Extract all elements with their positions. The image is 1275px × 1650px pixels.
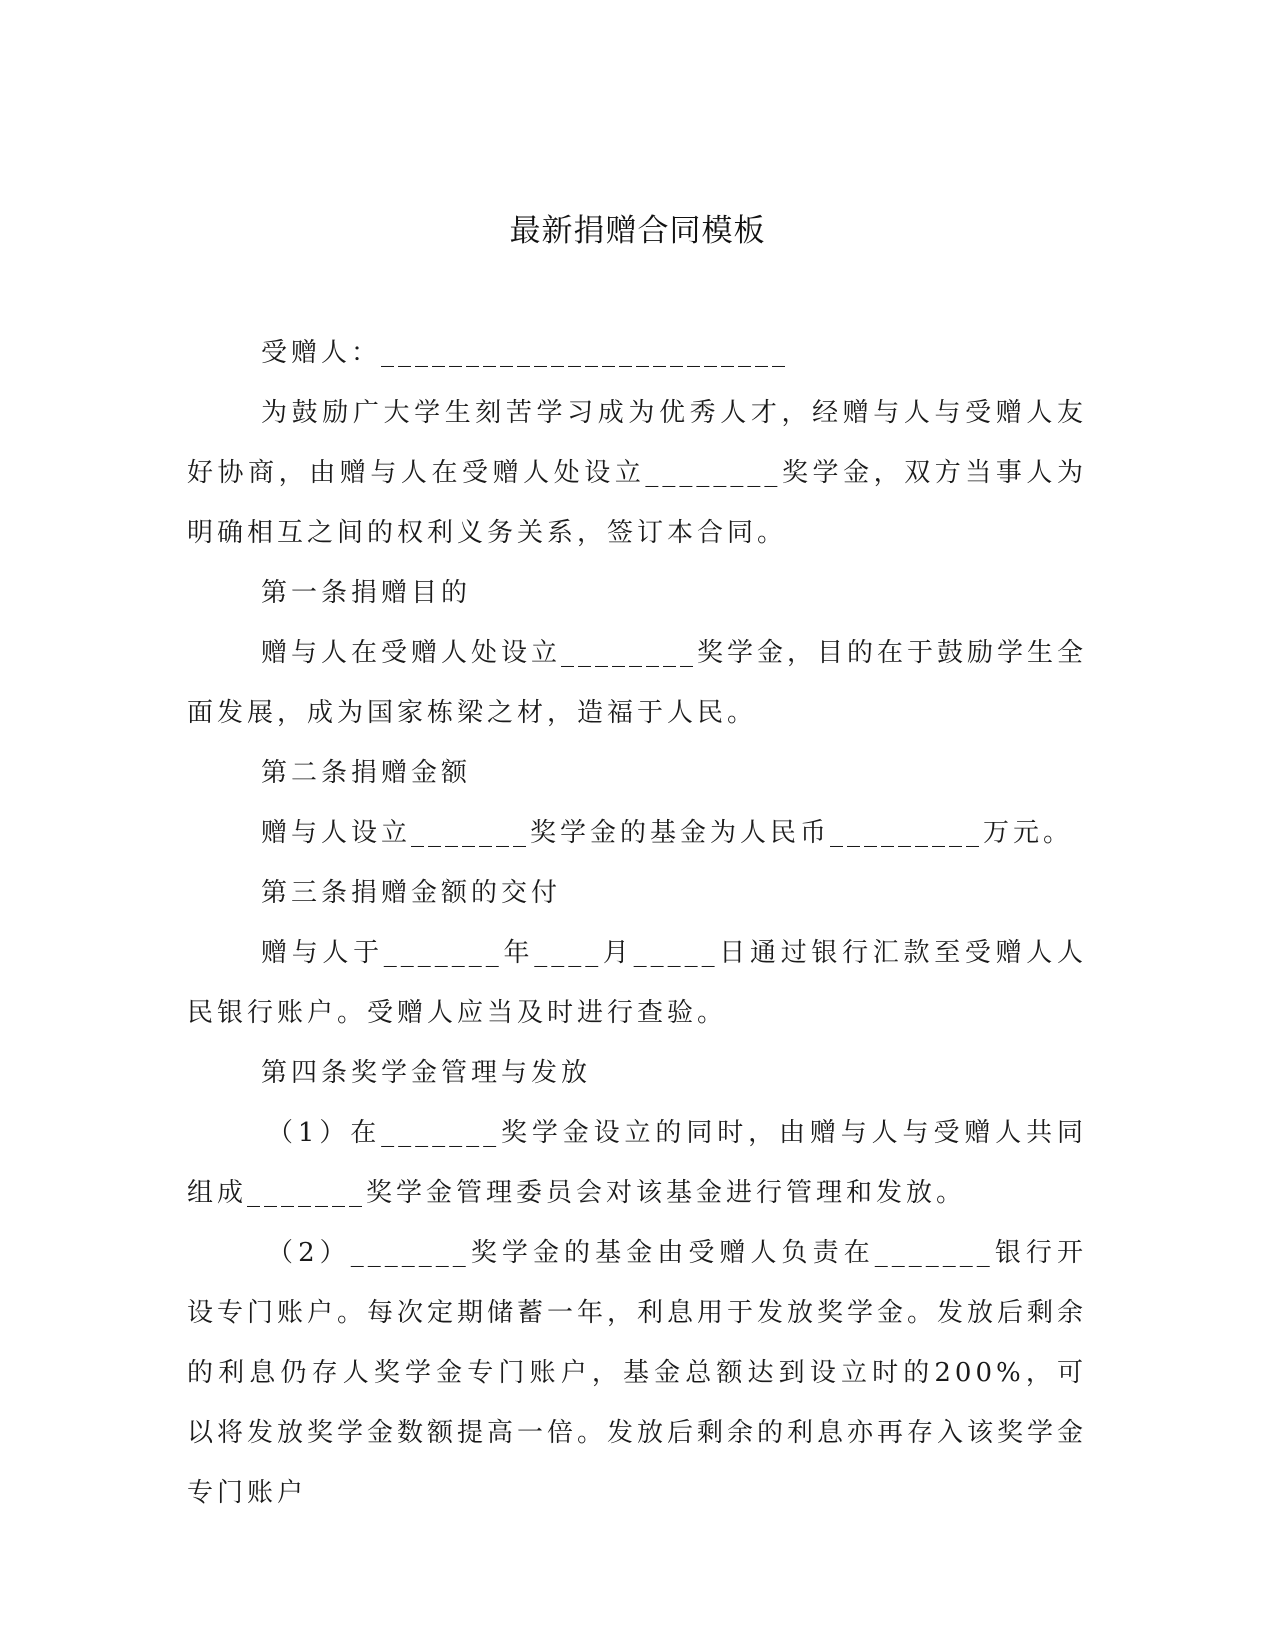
article-1-heading: 第一条捐赠目的 <box>261 578 472 608</box>
article-2-text: 赠与人设立_______奖学金的基金为人民币_________万元。 <box>261 818 1074 848</box>
article-4-item-1: （1）在_______奖学金设立的同时，由赠与人与受赠人共同组成_______奖学金管理委员会对该基金进行管理和发放。 <box>187 1118 1087 1208</box>
article-2-heading: 第二条捐赠金额 <box>261 758 472 788</box>
article-4-item-2: （2）_______奖学金的基金由受赠人负责在_______银行开设专门账户。每次定期储蓄一年，利息用于发放奖学金。发放后剩余的利息仍存人奖学金专门账户，基金总额达到设立时的200%，可以将发放奖学金数额提高一倍。发放后剩余的利息亦再存入该奖学金专门账户 <box>187 1238 1088 1508</box>
document-body <box>187 323 1087 1523</box>
document-title: 最新捐赠合同模板 <box>509 213 766 249</box>
article-1-text: 赠与人在受赠人处设立________奖学金，目的在于鼓励学生全面发展，成为国家栋梁之材，造福于人民。 <box>187 638 1088 728</box>
preamble-paragraph: 为鼓励广大学生刻苦学习成为优秀人才，经赠与人与受赠人友好协商，由赠与人在受赠人处设立________奖学金，双方当事人为明确相互之间的权利义务关系，签订本合同。 <box>187 398 1087 548</box>
recipient-line: 受赠人：________________________ <box>261 338 790 368</box>
article-3-heading: 第三条捐赠金额的交付 <box>261 878 562 908</box>
article-3-text: 赠与人于_______年____月_____日通过银行汇款至受赠人人民银行账户。受赠人应当及时进行查验。 <box>187 938 1087 1028</box>
article-4-heading: 第四条奖学金管理与发放 <box>261 1058 592 1088</box>
